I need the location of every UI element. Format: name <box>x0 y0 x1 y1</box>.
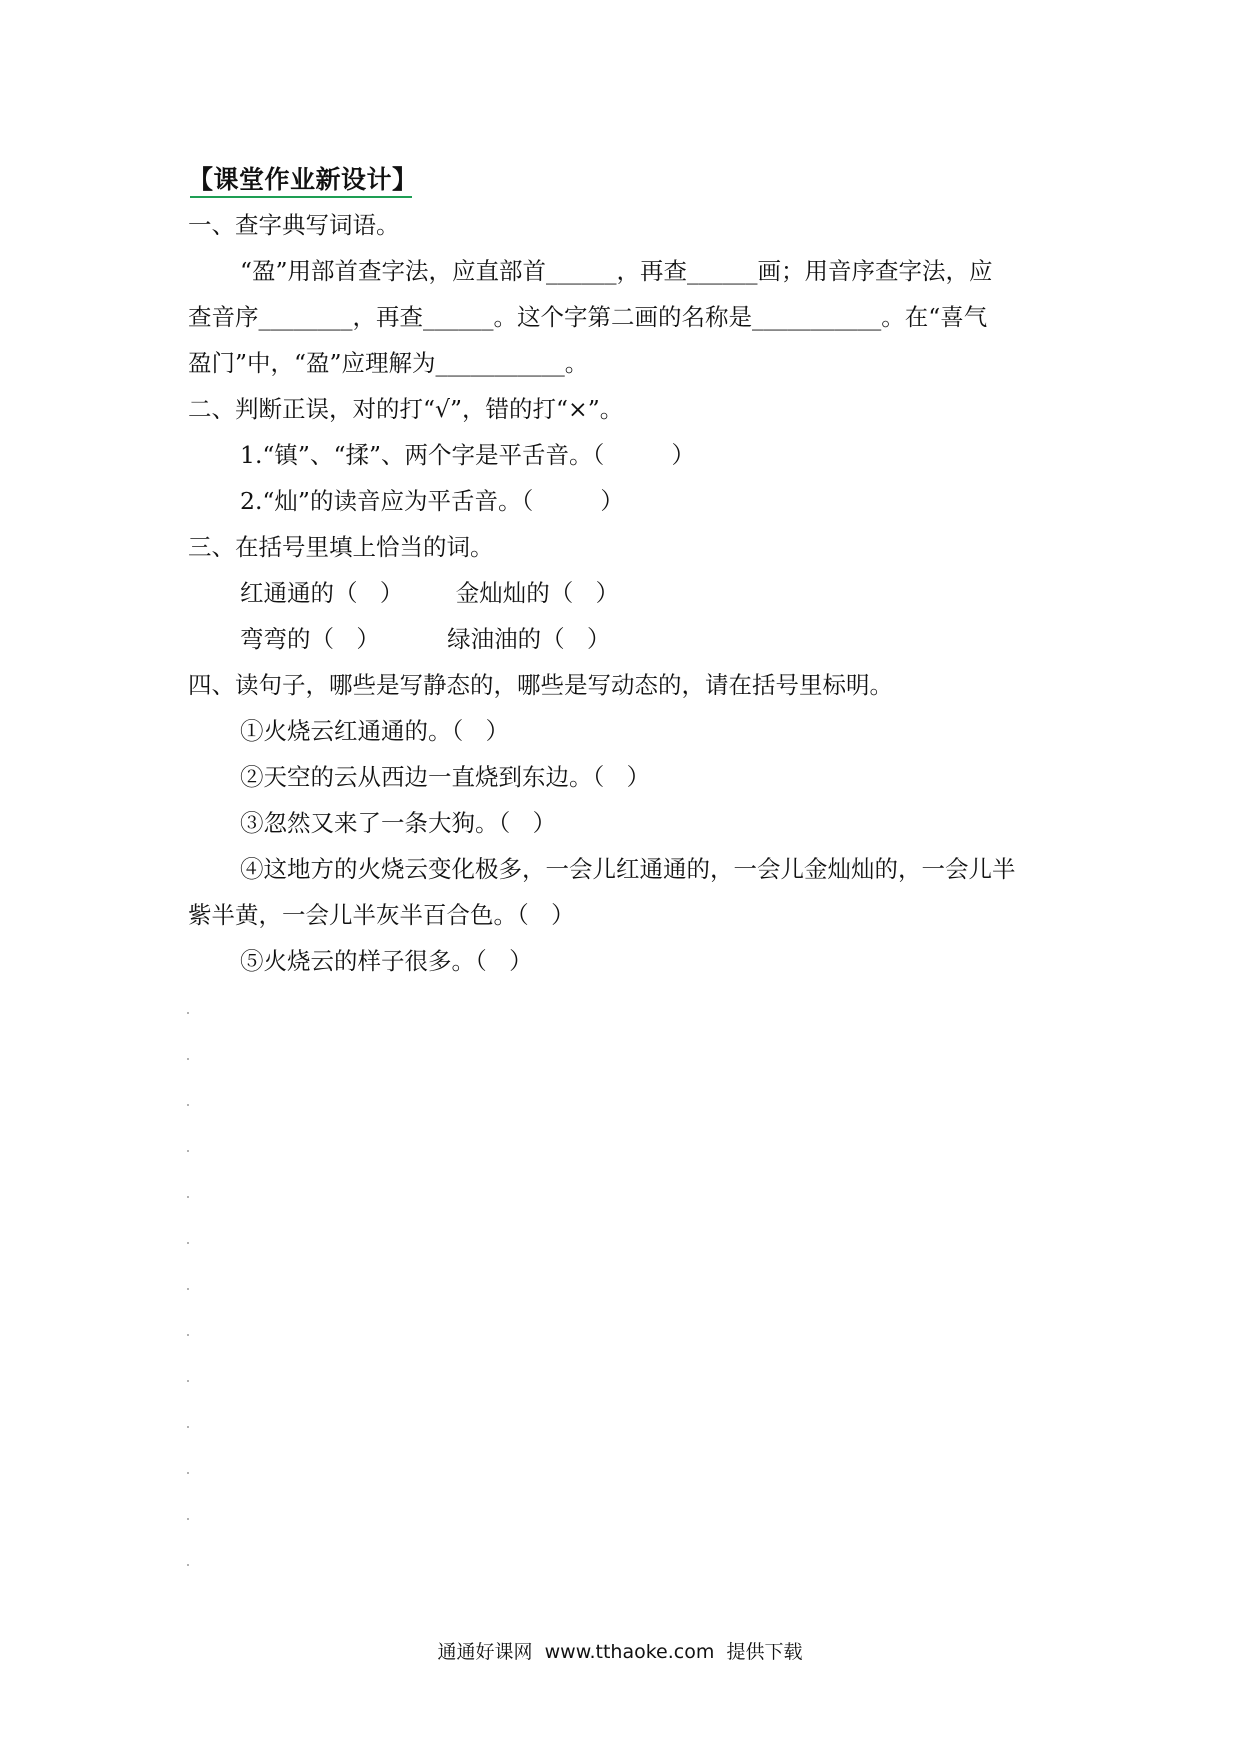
margin-mark <box>187 1104 189 1106</box>
section-three-heading: 三、在括号里填上恰当的词。 <box>188 533 494 561</box>
margin-mark <box>187 1518 189 1520</box>
section-two-heading: 二、判断正误，对的打“√”，错的打“×”。 <box>188 395 624 423</box>
section-one-paragraph-line-1: “盈”用部首查字法，应直部首______，再查______画；用音序查字法，应 <box>240 257 993 285</box>
section-four-item-3: ③忽然又来了一条大狗。（ ） <box>240 809 557 837</box>
section-four-item-4-line-2: 紫半黄，一会儿半灰半百合色。（ ） <box>188 901 575 929</box>
page-title: 【课堂作业新设计】 <box>188 165 418 194</box>
margin-mark <box>187 1150 189 1152</box>
section-four-item-1: ①火烧云红通通的。（ ） <box>240 717 510 745</box>
section-one-heading: 一、查字典写词语。 <box>188 211 400 239</box>
margin-mark <box>187 1564 189 1566</box>
title-underline <box>190 196 412 198</box>
page-footer: 通通好课网 www.tthaoke.com 提供下载 <box>437 1641 803 1663</box>
margin-mark <box>187 1012 189 1014</box>
margin-mark <box>187 1334 189 1336</box>
section-three-row-1: 红通通的（ ） 金灿灿的（ ） <box>240 579 620 607</box>
section-two-item-2: 2.“灿”的读音应为平舌音。（ ） <box>240 487 624 515</box>
margin-mark <box>187 1380 189 1382</box>
section-two-item-1: 1.“镇”、“揉”、两个字是平舌音。（ ） <box>240 441 695 469</box>
margin-mark <box>187 1058 189 1060</box>
margin-mark <box>187 1426 189 1428</box>
section-one-paragraph-line-2: 查音序________，再查______。这个字第二画的名称是___________。在“喜气 <box>188 303 988 331</box>
section-four-item-4-line-1: ④这地方的火烧云变化极多，一会儿红通通的，一会儿金灿灿的，一会儿半 <box>240 855 1016 883</box>
margin-mark <box>187 1288 189 1290</box>
section-one-paragraph-line-3: 盈门”中，“盈”应理解为___________。 <box>188 349 589 377</box>
section-four-heading: 四、读句子，哪些是写静态的，哪些是写动态的，请在括号里标明。 <box>188 671 893 699</box>
margin-mark <box>187 1472 189 1474</box>
section-four-item-2: ②天空的云从西边一直烧到东边。（ ） <box>240 763 651 791</box>
section-four-item-5: ⑤火烧云的样子很多。（ ） <box>240 947 533 975</box>
margin-mark <box>187 1242 189 1244</box>
section-three-row-2: 弯弯的（ ） 绿油油的（ ） <box>240 625 611 653</box>
margin-mark <box>187 1196 189 1198</box>
